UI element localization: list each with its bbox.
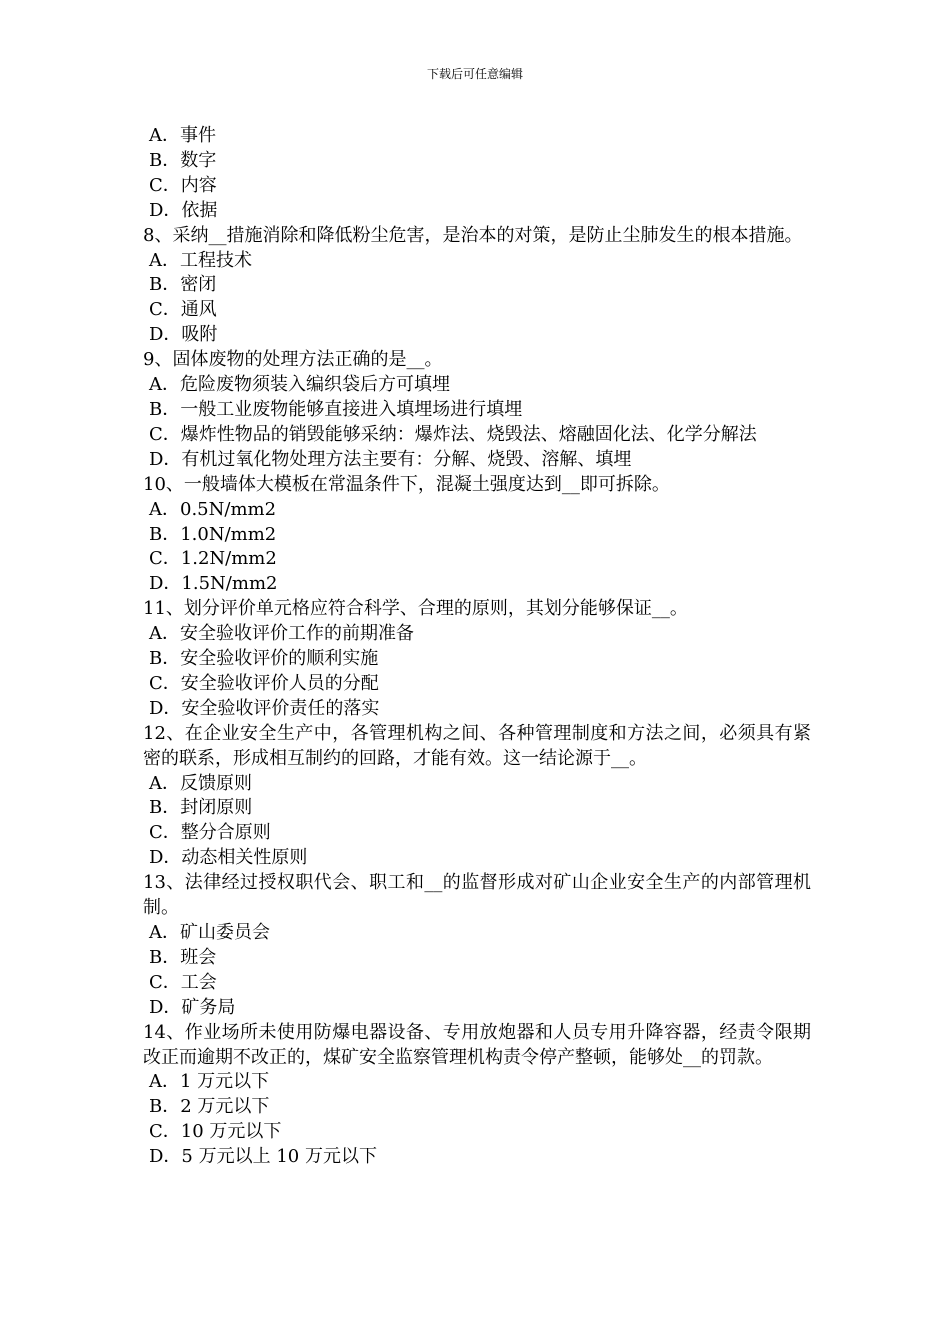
answer-option: C．通风 [149,299,217,321]
answer-option: C．爆炸性物品的销毁能够采纳：爆炸法、烧毁法、熔融固化法、化学分解法 [149,423,757,445]
answer-option: D．有机过氧化物处理方法主要有：分解、烧毁、溶解、填埋 [149,448,632,470]
question-text: 12、在企业安全生产中，各管理机构之间、各种管理制度和方法之间，必须具有紧密的联系，形成相互制约的回路，才能有效。这一结论源于__。 [143,722,811,769]
answer-option: C．1.2N/mm2 [149,548,277,570]
answer-option: A．危险废物须装入编织袋后方可填埋 [149,374,450,396]
answer-option: D．1.5N/mm2 [149,573,278,595]
answer-option: D．安全验收评价责任的落实 [149,697,380,719]
answer-option: B．2 万元以下 [149,1096,270,1118]
answer-option: B．封闭原则 [149,797,253,819]
answer-option: B．密闭 [149,274,217,296]
answer-option: D．依据 [149,199,218,221]
question-text: 14、作业场所未使用防爆电器设备、专用放炮器和人员专用升降容器，经责令限期改正而逾期不改正的，煤矿安全监察管理机构责令停产整顿，能够处__的罚款。 [143,1021,811,1068]
answer-option: A．1 万元以下 [149,1071,270,1093]
answer-option: B．1.0N/mm2 [149,523,277,545]
answer-option: D．吸附 [149,324,218,346]
question-text: 11、划分评价单元格应符合科学、合理的原则，其划分能够保证__。 [143,598,688,620]
answer-option: C．安全验收评价人员的分配 [149,672,379,694]
answer-option: A．0.5N/mm2 [149,498,277,520]
page-header: 下载后可任意编辑 [426,67,523,81]
answer-option: B．数字 [149,149,217,171]
question-text: 9、固体废物的处理方法正确的是__。 [143,349,443,371]
answer-option: D．矿务局 [149,996,236,1018]
answer-option: A．工程技术 [149,249,252,271]
answer-option: B．班会 [149,946,217,968]
answer-option: D．5 万元以上 10 万元以下 [149,1146,377,1168]
answer-option: C．10 万元以下 [149,1121,282,1143]
answer-option: C．内容 [149,174,217,196]
answer-option: B．安全验收评价的顺利实施 [149,648,379,670]
answer-option: A．反馈原则 [149,772,252,794]
answer-option: A．矿山委员会 [149,922,270,943]
answer-option: B．一般工业废物能够直接进入填埋场进行填埋 [149,398,523,420]
answer-option: D．动态相关性原则 [149,847,308,869]
answer-option: C．工会 [149,971,217,993]
question-text: 13、法律经过授权职代会、职工和__的监督形成对矿山企业安全生产的内部管理机制。 [143,872,811,919]
answer-option: C．整分合原则 [149,822,271,844]
question-text: 8、采纳__措施消除和降低粉尘危害，是治本的对策，是防止尘肺发生的根本措施。 [143,224,803,246]
question-text: 10、一般墙体大模板在常温条件下，混凝土强度达到__即可拆除。 [143,473,670,495]
answer-option: A．安全验收评价工作的前期准备 [149,623,414,645]
answer-option: A．事件 [149,125,216,146]
document-body [143,124,811,1170]
